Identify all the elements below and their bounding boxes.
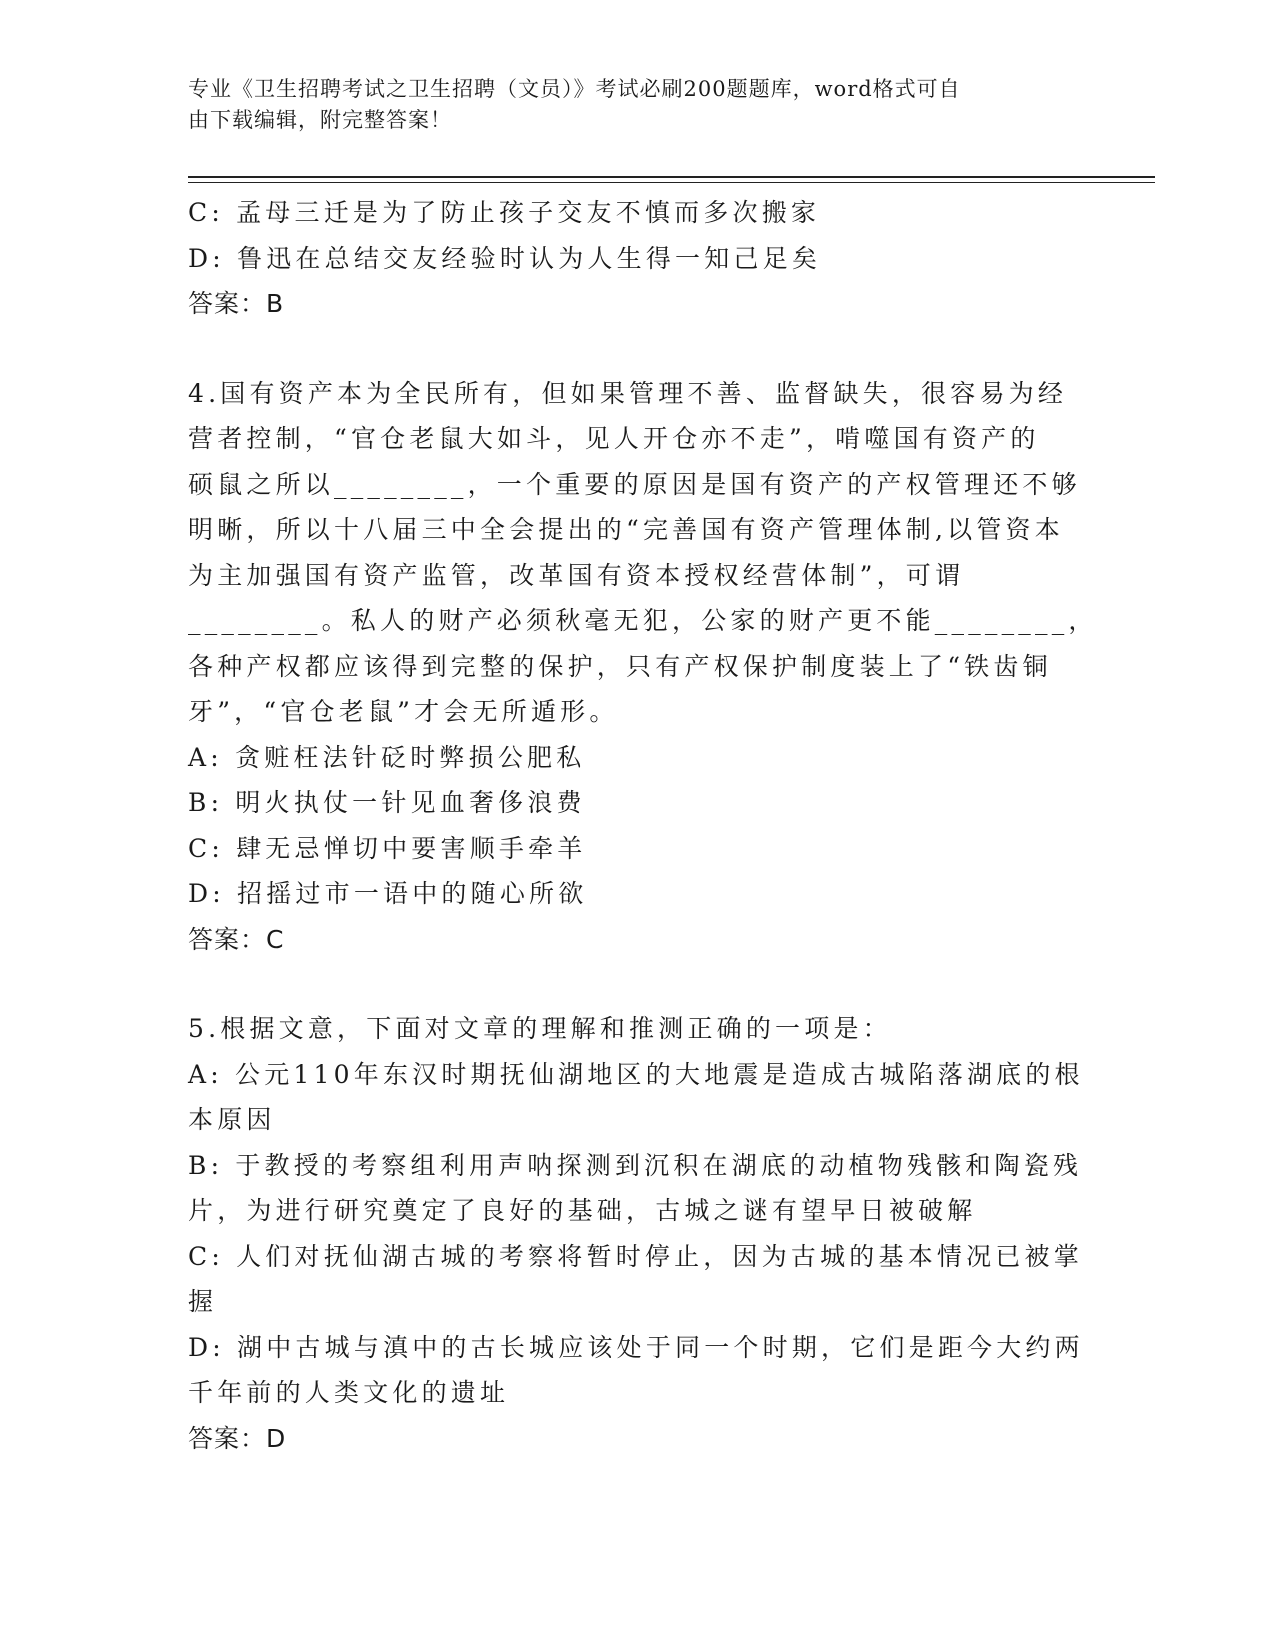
q5-answer: 答案：D xyxy=(188,1423,287,1453)
q4-option-d: D: 招摇过市一语中的随心所欲 xyxy=(188,879,588,908)
q4-stem-line: 营者控制，“官仓老鼠大如斗，见人开仓亦不走”，啃噬国有资产的 xyxy=(188,424,1040,453)
q5-option-c: C: 人们对抚仙湖古城的考察将暂时停止，因为古城的基本情况已被掌 xyxy=(188,1241,1083,1271)
document-header xyxy=(188,74,1068,136)
q5-option-a: A: 公元110年东汉时期抚仙湖地区的大地震是造成古城陷落湖底的根 xyxy=(188,1059,1084,1089)
q4-stem-line: 为主加强国有资产监管，改革国有资本授权经营体制”，可谓 xyxy=(188,560,965,590)
q5-option-a-cont: 本原因 xyxy=(188,1105,276,1134)
header-rule-thick xyxy=(188,176,1155,178)
q4-option-a: A: 贪赃枉法针砭时弊损公肥私 xyxy=(188,742,586,772)
q3-answer: 答案：B xyxy=(188,289,285,318)
q4-stem-line: 明晰，所以十八届三中全会提出的“完善国有资产管理体制,以管资本 xyxy=(188,515,1064,544)
spacer xyxy=(188,327,1093,371)
q4-option-c: C: 肆无忌惮切中要害顺手牵羊 xyxy=(188,833,587,863)
q5-option-c-cont: 握 xyxy=(188,1287,218,1316)
q4-stem-line: ________。私人的财产必须秋毫无犯，公家的财产更不能________， xyxy=(188,606,1098,635)
q4-stem-line: 各种产权都应该得到完整的保护，只有产权保护制度装上了“铁齿铜 xyxy=(188,651,1052,681)
spacer xyxy=(188,962,1093,1006)
q4-stem-line: 硕鼠之所以________，一个重要的原因是国有资产的产权管理还不够 xyxy=(188,469,1081,499)
header-line-1: 专业《卫生招聘考试之卫生招聘（文员）》考试必刷200题题库，word格式可自 xyxy=(188,77,961,101)
document-body xyxy=(188,190,1098,1461)
q5-option-b-cont: 片，为进行研究奠定了良好的基础，古城之谜有望早日被破解 xyxy=(188,1196,977,1225)
header-line-2: 由下载编辑，附完整答案！ xyxy=(188,108,452,132)
q5-option-b: B: 于教授的考察组利用声呐探测到沉积在湖底的动植物残骸和陶瓷残 xyxy=(188,1150,1083,1180)
q5-option-d: D: 湖中古城与滇中的古长城应该处于同一个时期，它们是距今大约两 xyxy=(188,1332,1084,1362)
q4-stem-line: 牙”，“官仓老鼠”才会无所遁形。 xyxy=(188,697,619,726)
q5-stem: 5.根据文意，下面对文章的理解和推测正确的一项是： xyxy=(188,1014,892,1043)
q4-option-b: B: 明火执仗一针见血奢侈浪费 xyxy=(188,788,586,817)
q5-option-d-cont: 千年前的人类文化的遗址 xyxy=(188,1378,510,1407)
header-rule-thin xyxy=(188,182,1155,183)
q4-stem-line: 4.国有资产本为全民所有，但如果管理不善、监督缺失，很容易为经 xyxy=(188,378,1068,408)
q3-option-c: C: 孟母三迁是为了防止孩子交友不慎而多次搬家 xyxy=(188,198,821,227)
q4-answer: 答案：C xyxy=(188,924,285,954)
q3-option-d: D: 鲁迅在总结交友经验时认为人生得一知己足矣 xyxy=(188,243,822,273)
